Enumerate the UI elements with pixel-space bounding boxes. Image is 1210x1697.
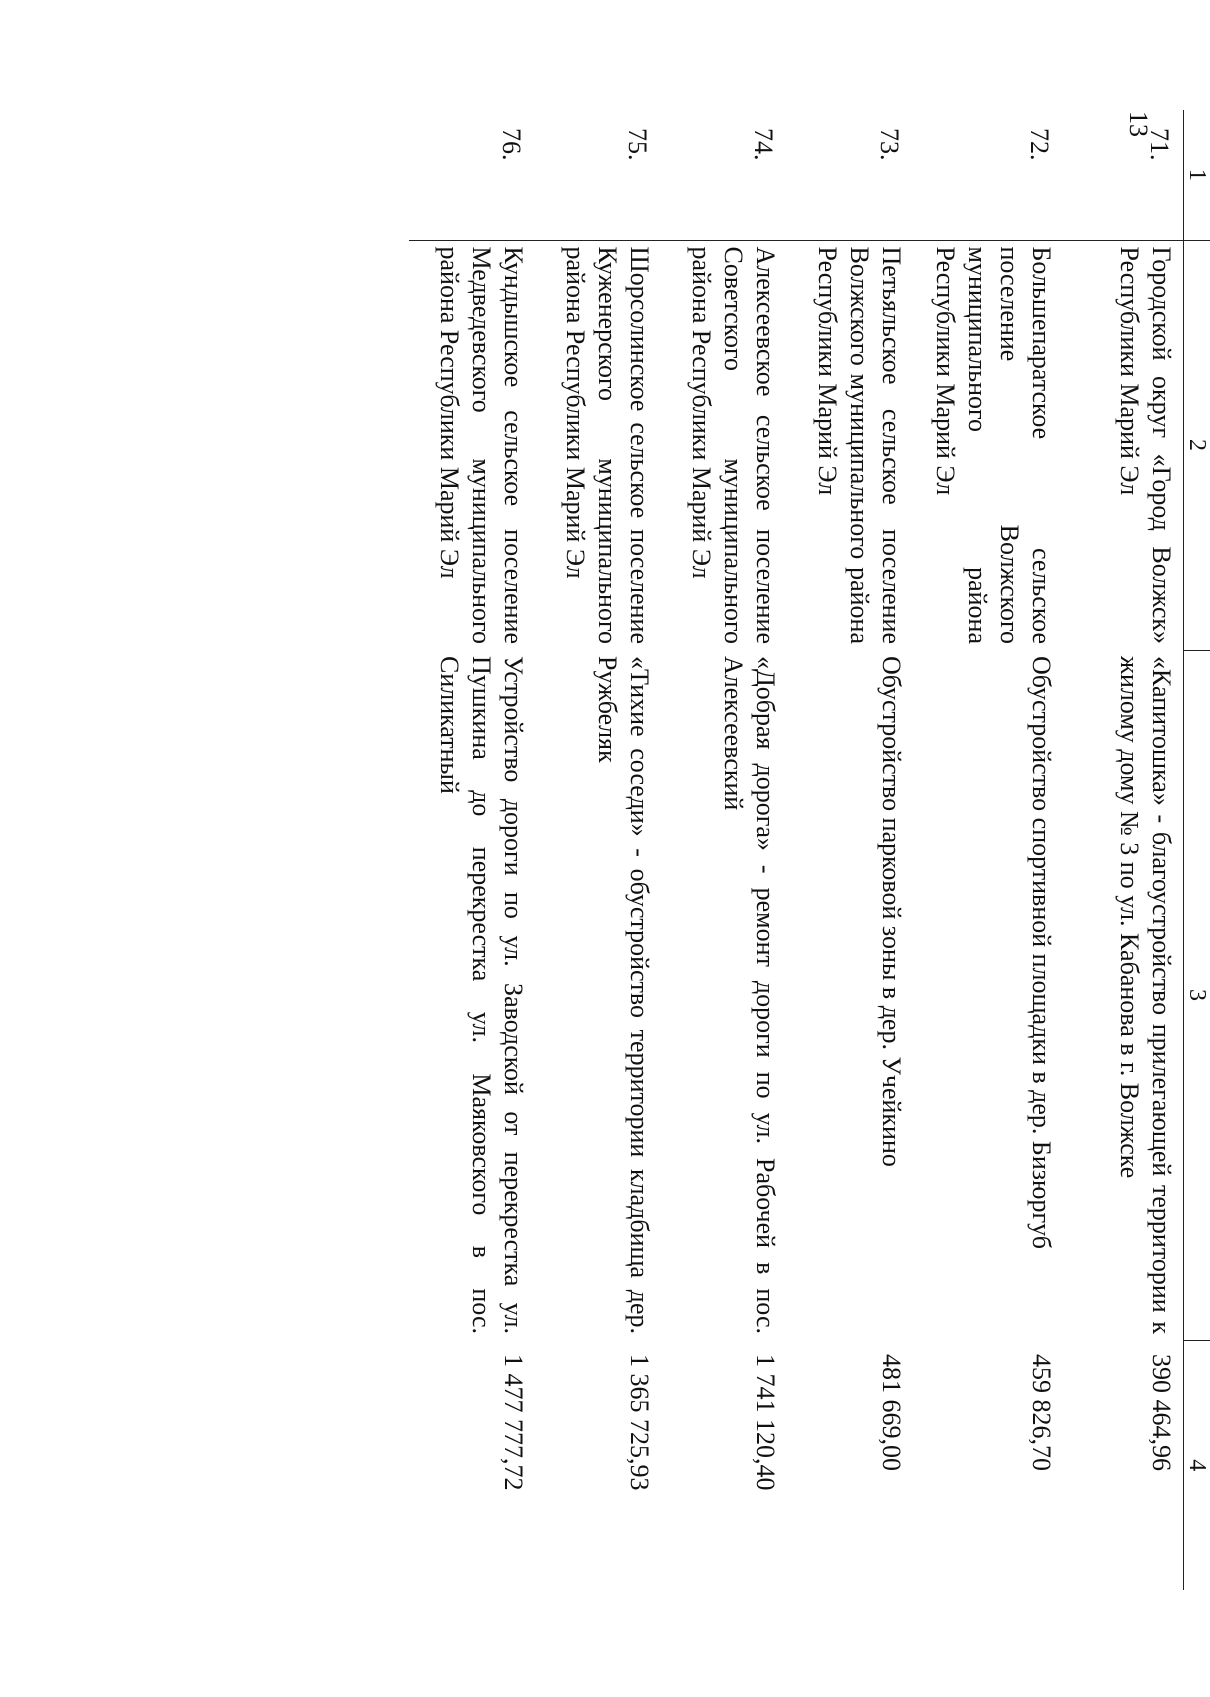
project-cell: «Добрая дорога» - ремонт дороги по ул. Рабочей в пос. Алексеевский <box>719 656 781 1334</box>
row-number: 71. <box>1064 110 1184 240</box>
project-cell: «Капитошка» - благоустройство прилегающей территории к жилому дому № 3 по ул. Кабанова в г. Волжске <box>1115 656 1176 1334</box>
amount-cell: 481 669,00 <box>877 1354 907 1471</box>
header-col-2: 2 <box>1184 240 1210 650</box>
header-col-4: 4 <box>1184 1340 1210 1590</box>
project-cell: Устройство дороги по ул. Заводской от перекрестка ул. Пушкина до перекрестка ул. Маяковского в пос. Силикатный <box>435 656 529 1334</box>
table-row <box>662 110 788 1590</box>
row-number: 73. <box>788 110 914 240</box>
funding-table <box>410 110 1210 1590</box>
amount-cell: 1 365 725,93 <box>625 1354 655 1491</box>
row-number: 74. <box>662 110 788 240</box>
table-row <box>914 110 1064 1590</box>
rotated-table-content <box>210 110 1210 1590</box>
table-row <box>1064 110 1184 1590</box>
municipality-cell: Большепаратское сельское поселение Волжского муниципального района Республики Марий Эл <box>931 246 1057 644</box>
table-row <box>410 110 536 1590</box>
row-number: 72. <box>914 110 1064 240</box>
project-cell: Обустройство парковой зоны в дер. Учейкино <box>877 656 907 1167</box>
table-header-row <box>1184 110 1210 1590</box>
table-row <box>536 110 662 1590</box>
row-number: 76. <box>410 110 536 240</box>
page-number: 13 <box>1124 111 1153 137</box>
amount-cell: 1 741 120,40 <box>751 1354 781 1491</box>
amount-cell: 459 826,70 <box>1027 1354 1057 1471</box>
municipality-cell: Шорсолинское сельское поселение Куженерского муниципального района Республики Марий Эл <box>561 246 655 644</box>
table-row <box>788 110 914 1590</box>
municipality-cell: Алексеевское сельское поселение Советского муниципального района Республики Марий Эл <box>687 246 781 644</box>
project-cell: «Тихие соседи» - обустройство территории кладбища дер. Ружбеляк <box>593 656 655 1334</box>
header-col-3: 3 <box>1184 650 1210 1340</box>
municipality-cell: Кундышское сельское поселение Медведевского муниципального района Республики Марий Эл <box>435 246 529 644</box>
header-col-1: 1 <box>1184 110 1210 240</box>
project-cell: Обустройство спортивной площадки в дер. Бизюргуб <box>1027 656 1057 1249</box>
amount-cell: 390 464,96 <box>1147 1354 1176 1471</box>
municipality-cell: Петьяльское сельское поселение Волжского муниципального района Республики Марий Эл <box>813 246 907 644</box>
amount-cell: 1 477 777,72 <box>499 1354 529 1491</box>
rotated-table-area <box>210 110 1210 1590</box>
municipality-cell: Городской округ «Город Волжск» Республики Марий Эл <box>1115 246 1176 644</box>
row-number: 75. <box>536 110 662 240</box>
